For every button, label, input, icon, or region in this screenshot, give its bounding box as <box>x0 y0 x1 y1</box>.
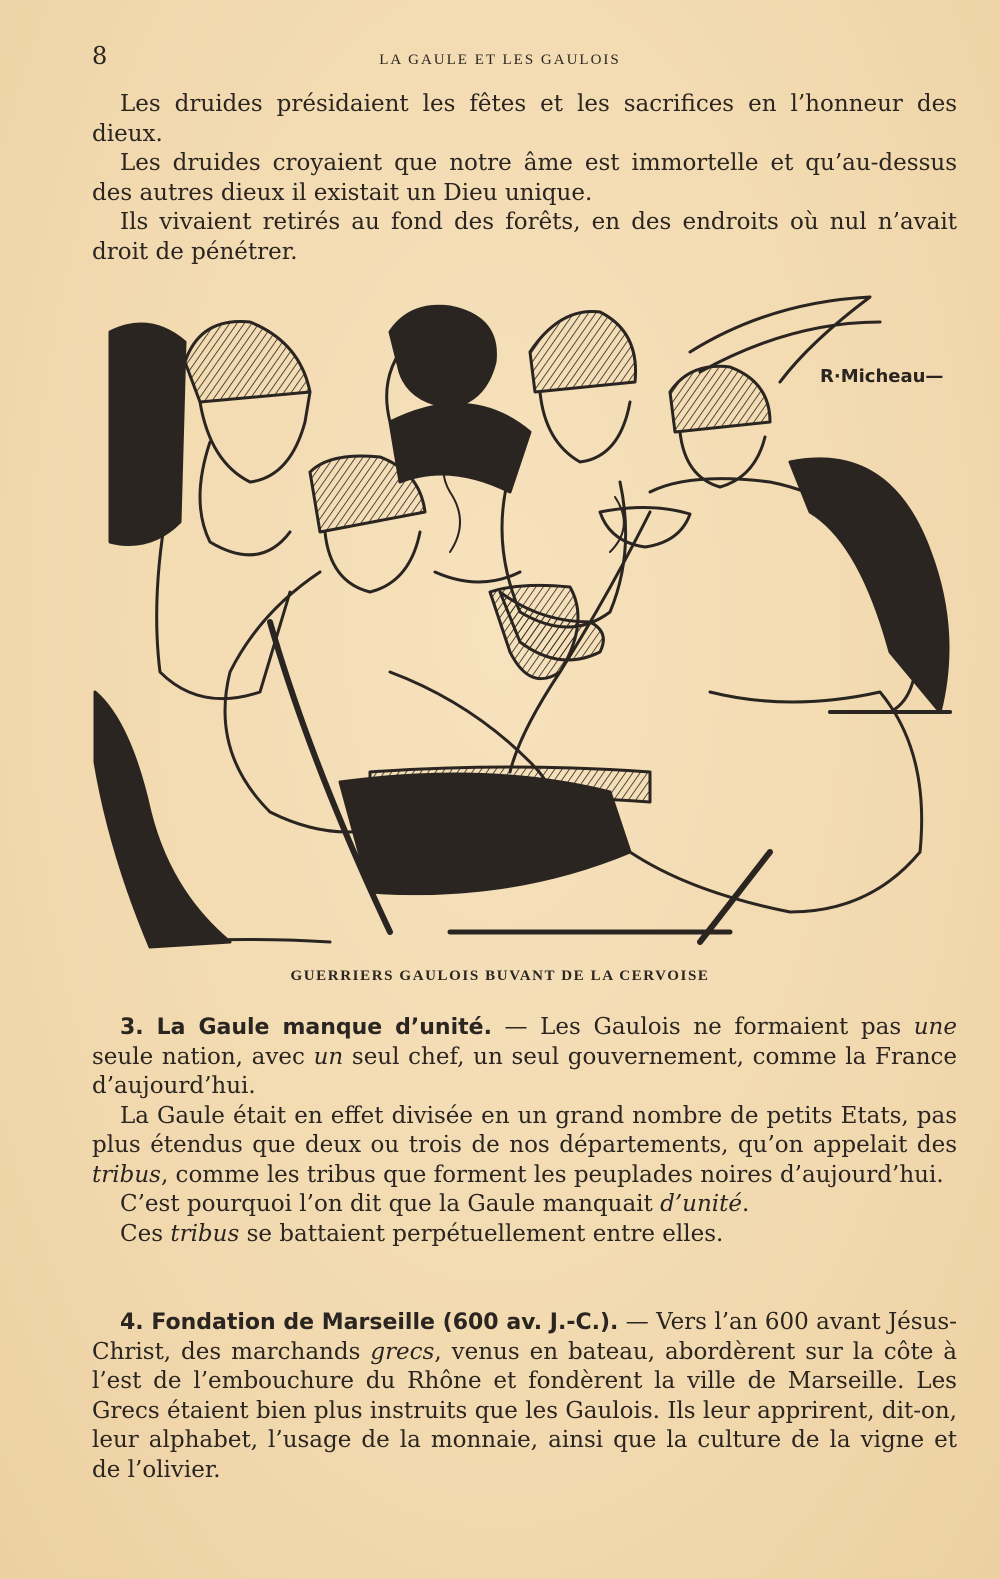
paragraph-druides-fetes: Les druides présidaient les fêtes et les sacrifices en l’honneur des dieux. <box>92 91 957 147</box>
section-3 <box>92 1013 957 1249</box>
running-title: LA GAULE ET LES GAULOIS <box>379 52 621 68</box>
intro-text <box>92 90 957 267</box>
illustration-drawing <box>90 292 960 952</box>
paragraph-druides-forets: Ils vivaient retirés au fond des forêts, en des endroits où nul n’avait droit de pénétrer. <box>92 209 957 265</box>
section-3-paragraph-3: C’est pourquoi l’on dit que la Gaule manquait d’unité. <box>120 1191 750 1217</box>
section-3-paragraph-1: 3. La Gaule manque d’unité. — Les Gaulois ne formaient pas une seule nation, avec un seul chef, un seul gouvernement, comme la France d’aujourd’hui. <box>92 1014 957 1099</box>
section-3-heading: 3. La Gaule manque d’unité. <box>120 1015 492 1040</box>
page-number: 8 <box>92 42 108 70</box>
section-4 <box>92 1308 957 1485</box>
paragraph-druides-ame: Les druides croyaient que notre âme est immortelle et qu’au-dessus des autres dieux il existait un Dieu unique. <box>92 150 957 206</box>
section-4-paragraph-1: 4. Fondation de Marseille (600 av. J.-C.). — Vers l’an 600 avant Jésus-Christ, des marchands grecs, venus en bateau, abordèrent sur la côte à l’est de l’embouchure du Rhône et fondèrent la ville de Marseille. Les Grecs étaient bien plus instruits que les Gaulois. Ils leur apprirent, dit-on, leur alphabet, l’usage de la monnaie, ainsi que la culture de la vigne et de l’olivier. <box>92 1309 958 1483</box>
section-3-paragraph-4: Ces tribus se battaient perpétuellement entre elles. <box>120 1220 724 1247</box>
section-3-paragraph-2: La Gaule était en effet divisée en un grand nombre de petits Etats, pas plus étendus que deux ou trois de nos départements, qu’on appelait des tribus, comme les tribus que forment les peuplades noires d’aujourd’hui. <box>92 1102 957 1188</box>
illustration-signature: R·Micheau— <box>820 366 944 387</box>
section-4-heading: 4. Fondation de Marseille (600 av. J.-C.). <box>120 1310 619 1335</box>
illustration-gaulish-warriors <box>90 292 960 952</box>
figure-caption: GUERRIERS GAULOIS BUVANT DE LA CERVOISE <box>290 968 710 984</box>
